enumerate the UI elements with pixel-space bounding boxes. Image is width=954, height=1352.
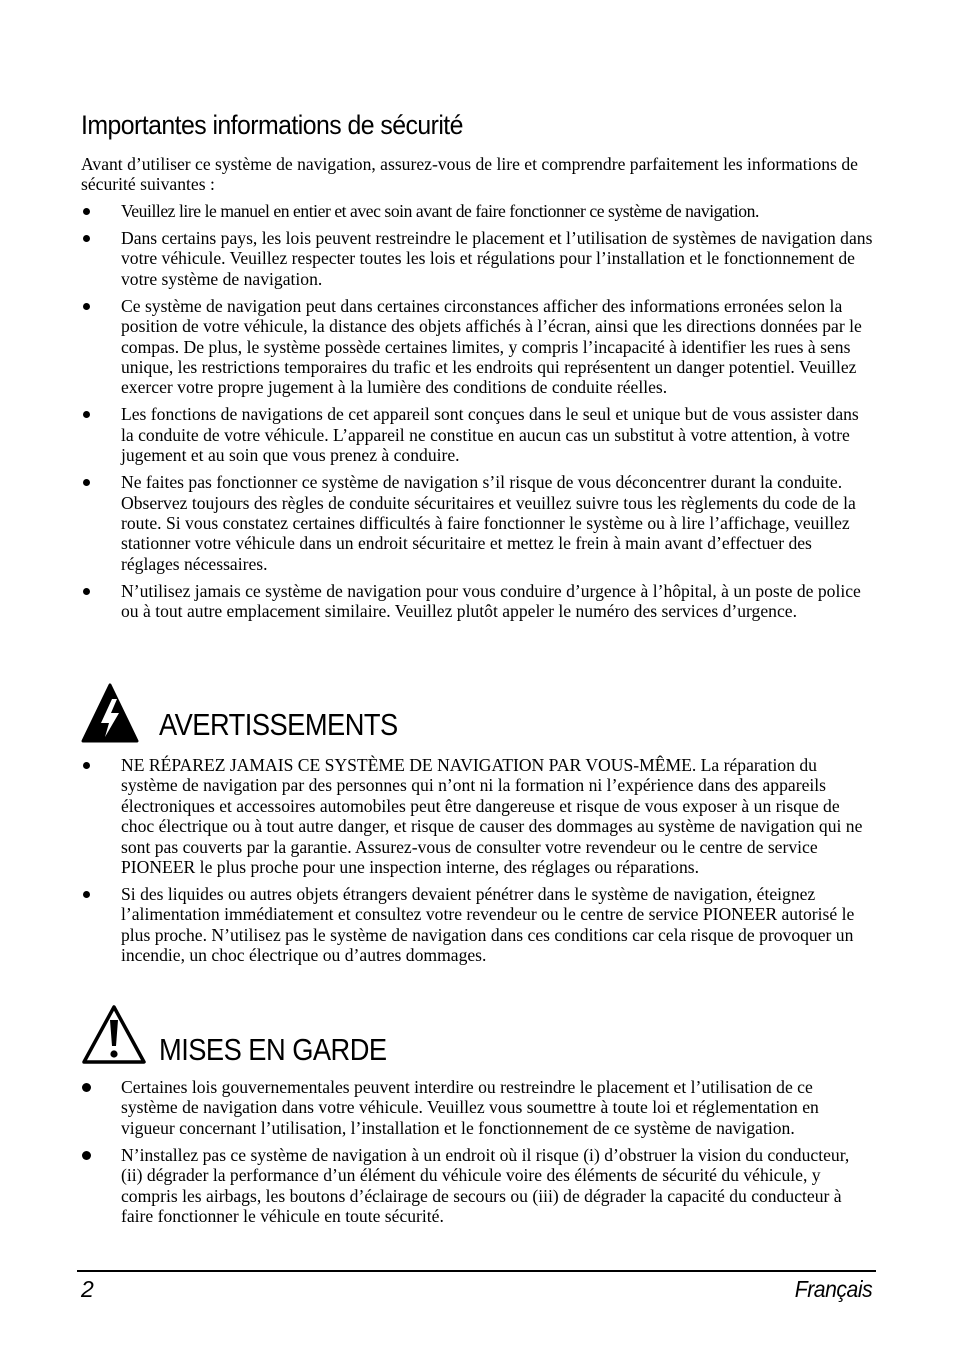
footer-language: Français: [794, 1276, 872, 1302]
safety-list: [81, 201, 873, 628]
cautions-header: [81, 1004, 681, 1068]
bullet-icon: [83, 235, 90, 242]
cautions-heading: MISES EN GARDE: [159, 1032, 387, 1067]
bullet-icon: [83, 762, 90, 769]
list-item: Dans certains pays, les lois peuvent restreindre le placement et l’utilisation de systèmes de navigation dans votre véhicule. Veuillez respecter toutes les lois et régulations pour l’installation et le fonctionnement de votre système de navigation.: [81, 228, 873, 289]
page-title: Importantes informations de sécurité: [81, 110, 463, 140]
footer-divider: [77, 1270, 876, 1272]
bullet-icon: [83, 411, 90, 418]
bullet-icon: [83, 479, 90, 486]
caution-exclamation-icon: [81, 1004, 147, 1066]
list-item: Certaines lois gouvernementales peuvent interdire ou restreindre le placement et l’utilisation de ce système de navigation dans votre véhicule. Veuillez vous soumettre à toute loi et réglementation en vigueur concernant l’utilisation, l’installation et le fonctionnement de ce système de navigation.: [81, 1077, 873, 1138]
list-item: N’installez pas ce système de navigation à un endroit où il risque (i) d’obstruer la vision du conducteur, (ii) dégrader la performance d’un élément du véhicule voire des éléments de sécurité du véhicule, y compris les airbags, les boutons d’éclairage de secours ou (iii) de dégrader la capacité du conducteur à faire fonctionner le véhicule en toute sécurité.: [81, 1145, 873, 1227]
bullet-icon: [82, 1083, 91, 1092]
bullet-icon: [82, 1151, 91, 1160]
warnings-list: [81, 755, 873, 972]
list-item: Ce système de navigation peut dans certaines circonstances afficher des informations erronées selon la position de votre véhicule, la distance des objets affichés à l’écran, ainsi que les directions données par le compas. De plus, le système possède certaines limites, y compris l’incapacité à identifier les rues à sens unique, les restrictions temporaires du trafic et les endroits qui représentent un danger potentiel. Veuillez exercer votre propre jugement à la lumière des conditions de conduite réelles.: [81, 296, 873, 398]
bullet-icon: [83, 303, 90, 310]
warnings-heading: AVERTISSEMENTS: [159, 707, 398, 742]
intro-paragraph: Avant d’utiliser ce système de navigation, assurez-vous de lire et comprendre parfaitement les informations de sécurité suivantes :: [81, 154, 858, 195]
bullet-icon: [83, 891, 90, 898]
electric-hazard-icon: [81, 683, 139, 745]
list-item: NE RÉPAREZ JAMAIS CE SYSTÈME DE NAVIGATION PAR VOUS-MÊME. La réparation du système de navigation par des personnes qui n’ont ni la formation ni l’expérience dans des appareils électroniques et accessoires automobiles peut être dangereuse et risque de vous exposer à un risque de choc électrique ou à tout autre danger, et risque de causer des dommages au système de navigation qui ne sont pas couverts par la garantie. Assurez-vous de consulter votre revendeur ou le centre de service PIONEER le plus proche pour une inspection interne, des réglages ou réparations.: [81, 755, 873, 877]
warnings-header: [81, 683, 681, 747]
page-number: 2: [81, 1276, 94, 1302]
list-item: Ne faites pas fonctionner ce système de navigation s’il risque de vous déconcentrer durant la conduite. Observez toujours des règles de conduite sécuritaires et veuillez suivre tous les règlements du code de la route. Si vous constatez certaines difficultés à faire fonctionner le système ou à lire l’affichage, veuillez stationner votre véhicule dans un endroit sécuritaire et mettez le frein à main avant d’effectuer des réglages nécessaires.: [81, 472, 873, 574]
list-item: Les fonctions de navigations de cet appareil sont conçues dans le seul et unique but de vous assister dans la conduite de votre véhicule. L’appareil ne constitue en aucun cas un substitut à votre attention, à votre jugement et au soin que vous prenez à conduire.: [81, 404, 873, 465]
list-item: Si des liquides ou autres objets étrangers devaient pénétrer dans le système de navigation, éteignez l’alimentation immédiatement et consultez votre revendeur ou le centre de service PIONEER autorisé le plus proche. N’utilisez pas le système de navigation dans ces conditions car cela risque de provoquer un incendie, un choc électrique ou d’autres dommages.: [81, 884, 873, 966]
cautions-list: [81, 1077, 873, 1233]
list-item: Veuillez lire le manuel en entier et avec soin avant de faire fonctionner ce système de navigation.: [81, 201, 873, 221]
bullet-icon: [83, 588, 90, 595]
bullet-icon: [83, 208, 90, 215]
list-item: N’utilisez jamais ce système de navigation pour vous conduire d’urgence à l’hôpital, à un poste de police ou à tout autre emplacement similaire. Veuillez plutôt appeler le numéro des services d’urgence.: [81, 581, 873, 622]
